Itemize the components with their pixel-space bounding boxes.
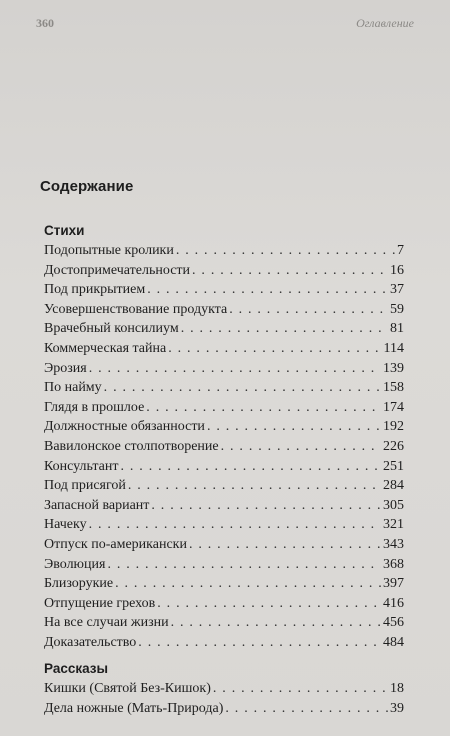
toc-entry [44, 613, 404, 633]
toc-leader-dots [189, 535, 381, 555]
toc-leader-dots [168, 339, 381, 359]
toc-entry-title: Должностные обязанности [44, 419, 205, 435]
toc-entry [44, 476, 404, 496]
toc-entry-page: 305 [383, 497, 404, 513]
toc-entry [44, 515, 404, 535]
toc-leader-dots [89, 359, 381, 379]
toc-entry-title: Дела ножные (Мать-Природа) [44, 700, 224, 716]
toc-leader-dots [147, 280, 388, 300]
toc-entry-title: Эволюция [44, 556, 106, 572]
toc-entry [44, 574, 404, 594]
toc-entry-title: По найму [44, 380, 102, 396]
toc-leader-dots [107, 555, 381, 575]
toc-leader-dots [128, 476, 381, 496]
toc-entry-page: 59 [390, 301, 404, 317]
toc-entry-page: 174 [383, 399, 404, 415]
toc-entry-page: 397 [383, 576, 404, 592]
toc-entry-title: Начеку [44, 517, 87, 533]
toc-entry [44, 378, 404, 398]
running-head-title: Оглавление [356, 16, 414, 30]
running-head-page-number: 360 [36, 16, 54, 30]
toc-leader-dots [213, 679, 388, 699]
toc-leader-dots [221, 437, 381, 457]
toc-entry [44, 437, 404, 457]
toc-entry-page: 7 [397, 243, 404, 258]
toc-entry-page: 114 [383, 340, 404, 356]
toc-entry-title: Достопримечательности [44, 262, 191, 278]
toc-entry-page: 368 [383, 556, 404, 572]
toc-entry [44, 594, 404, 614]
toc-entry-title: Доказательство [44, 634, 137, 650]
toc-entry [44, 359, 404, 379]
toc-entry-page: 321 [383, 517, 404, 533]
toc-entry-title: Эрозия [44, 360, 87, 376]
toc-entry [44, 699, 404, 719]
toc-entry-page: 158 [383, 380, 404, 396]
toc-entry-page: 18 [390, 681, 404, 696]
toc-entry [44, 339, 404, 359]
toc-leader-dots [138, 633, 381, 653]
toc-entry-page: 484 [383, 634, 404, 650]
toc-entry [44, 398, 404, 418]
toc-entry-title: Врачебный консилиум [44, 321, 179, 337]
toc-entry-page: 39 [390, 700, 404, 716]
toc-leader-dots [207, 417, 381, 437]
toc-entry-page: 226 [383, 438, 404, 454]
toc-entry-title: Коммерческая тайна [44, 340, 167, 356]
toc-entry-title: Кишки (Святой Без-Кишок) [44, 681, 211, 696]
toc-entry-title: Под присягой [44, 478, 126, 494]
toc-entry-page: 192 [383, 419, 404, 435]
toc-leader-dots [115, 574, 381, 594]
toc-leader-dots [146, 398, 381, 418]
toc-leader-dots [121, 457, 382, 477]
toc-leader-dots [176, 241, 395, 261]
toc-entry-title: Запасной вариант [44, 497, 150, 513]
toc-entry-title: Отпущение грехов [44, 595, 156, 611]
toc-entry-page: 343 [383, 536, 404, 552]
toc-entry-title: Вавилонское столпотворение [44, 438, 219, 454]
toc-entry-page: 251 [383, 458, 404, 474]
toc-entry-page: 81 [390, 321, 404, 337]
toc-leader-dots [229, 300, 388, 320]
toc-entry-title: На все случаи жизни [44, 615, 169, 631]
toc-entry-title: Глядя в прошлое [44, 399, 145, 415]
toc-leader-dots [181, 319, 388, 339]
toc-entry-title: Под прикрытием [44, 282, 146, 298]
toc-entry [44, 280, 404, 300]
toc-entry-title: Подопытные кролики [44, 243, 174, 258]
toc-entry-title: Усовершенствование продукта [44, 301, 228, 317]
toc-entry [44, 555, 404, 575]
toc-leader-dots [104, 378, 381, 398]
toc-entry-page: 284 [383, 478, 404, 494]
toc-entry [44, 261, 404, 281]
toc-entry [44, 300, 404, 320]
toc-entry-page: 456 [383, 615, 404, 631]
toc-entry [44, 633, 404, 653]
toc-entry [44, 496, 404, 516]
toc-entry-page: 16 [390, 262, 404, 278]
section-title: Стихи [44, 223, 85, 238]
toc-leader-dots [157, 594, 381, 614]
toc-section-poems [44, 221, 404, 652]
toc-entry [44, 457, 404, 477]
toc-entry-page: 37 [390, 282, 404, 298]
toc-entry-title: Отпуск по-американски [44, 536, 187, 552]
toc-entry-title: Консультант [44, 458, 119, 474]
toc-entry-page: 139 [383, 360, 404, 376]
toc-section-stories [44, 659, 404, 718]
toc-entry [44, 241, 404, 261]
section-title: Рассказы [44, 661, 109, 676]
toc-leader-dots [151, 496, 381, 516]
toc-entry-page: 416 [383, 595, 404, 611]
toc-entry [44, 679, 404, 699]
toc-entry [44, 417, 404, 437]
toc-leader-dots [89, 515, 381, 535]
toc-entry-title: Близорукие [44, 576, 114, 592]
toc-leader-dots [171, 613, 381, 633]
toc-entry [44, 535, 404, 555]
toc-entry [44, 319, 404, 339]
toc-leader-dots [192, 261, 388, 281]
toc-heading: Содержание [40, 178, 134, 195]
toc-leader-dots [225, 699, 388, 719]
